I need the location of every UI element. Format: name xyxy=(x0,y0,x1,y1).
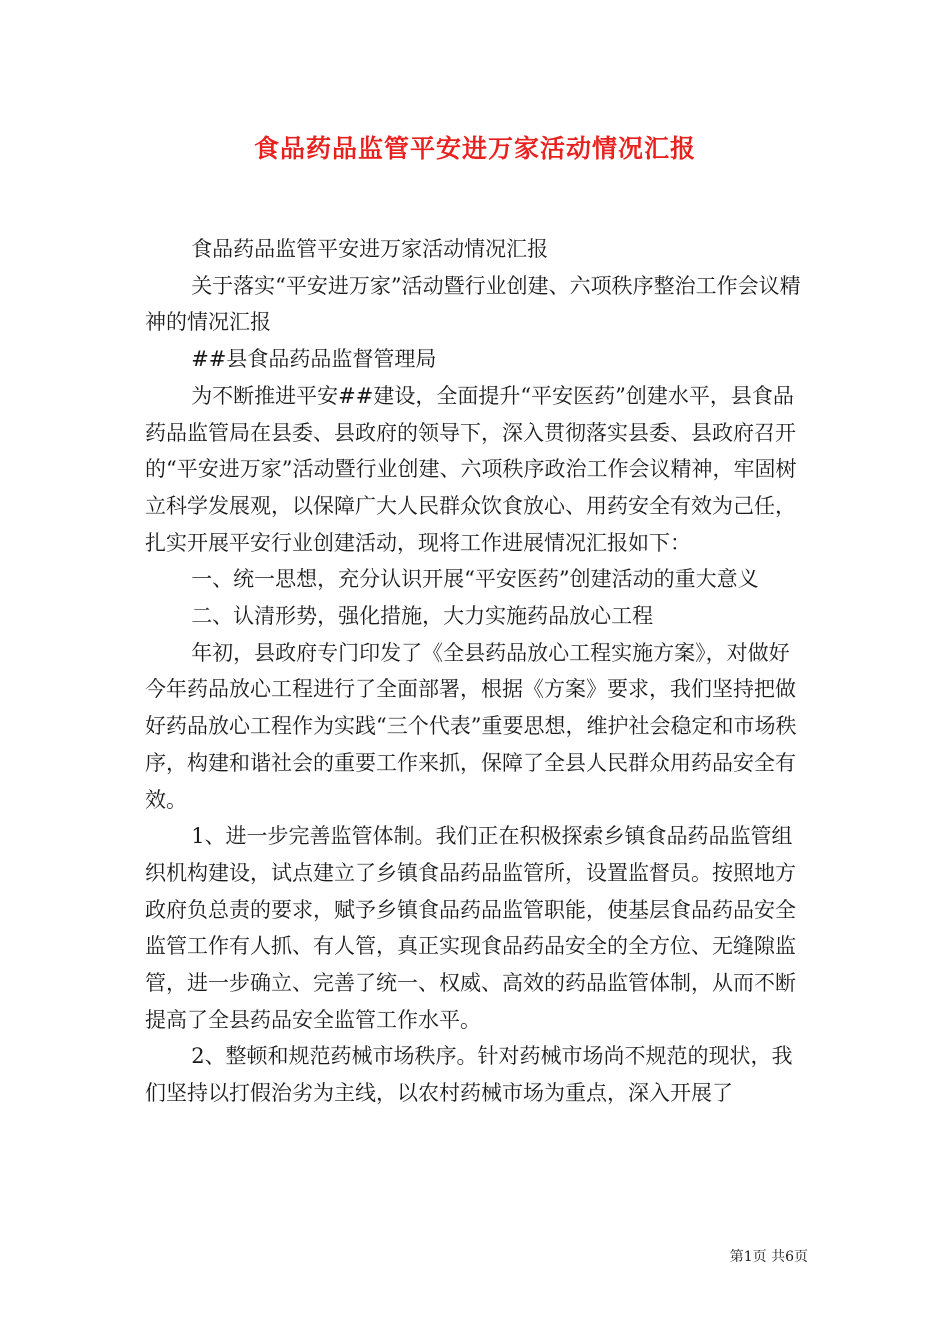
document-body xyxy=(145,231,810,1112)
body-paragraph: 为不断推进平安##建设，全面提升“平安医药”创建水平，县食品药品监管局在县委、县政府的领导下，深入贯彻落实县委、县政府召开的“平安进万家”活动暨行业创建、六项秩序政治工作会议精神，牢固树立科学发展观，以保障广大人民群众饮食放心、用药安全有效为己任，扎实开展平安行业创建活动，现将工作进展情况汇报如下： xyxy=(145,383,797,555)
body-paragraph: 一、统一思想，充分认识开展“平安医药”创建活动的重大意义 xyxy=(191,567,759,592)
body-paragraph: 1、进一步完善监管体制。我们正在积极探索乡镇食品药品监管组织机构建设，试点建立了乡镇食品药品监管所，设置监督员。按照地方政府负总责的要求，赋予乡镇食品药品监管职能，使基层食品药品安全监管工作有人抓、有人管，真正实现食品药品安全的全方位、无缝隙监管，进一步确立、完善了统一、权威、高效的药品监管体制，从而不断提高了全县药品安全监管工作水平。 xyxy=(145,824,796,1032)
page-number: 第1页 共6页 xyxy=(729,1249,808,1265)
body-paragraph: 2、整顿和规范药械市场秩序。针对药械市场尚不规范的现状，我们坚持以打假治劣为主线，以农村药械市场为重点，深入开展了 xyxy=(145,1044,793,1106)
body-paragraph: 二、认清形势，强化措施，大力实施药品放心工程 xyxy=(191,604,654,629)
body-paragraph: 关于落实“平安进万家”活动暨行业创建、六项秩序整治工作会议精神的情况汇报 xyxy=(145,273,801,335)
document-title: 食品药品监管平安进万家活动情况汇报 xyxy=(253,134,696,163)
body-paragraph: 食品药品监管平安进万家活动情况汇报 xyxy=(191,237,549,261)
body-paragraph: ##县食品药品监督管理局 xyxy=(191,347,437,372)
body-paragraph: 年初，县政府专门印发了《全县药品放心工程实施方案》，对做好今年药品放心工程进行了全面部署，根据《方案》要求，我们坚持把做好药品放心工程作为实践“三个代表”重要思想，维护社会稳定和市场秩序，构建和谐社会的重要工作来抓，保障了全县人民群众用药品安全有效。 xyxy=(145,640,797,812)
